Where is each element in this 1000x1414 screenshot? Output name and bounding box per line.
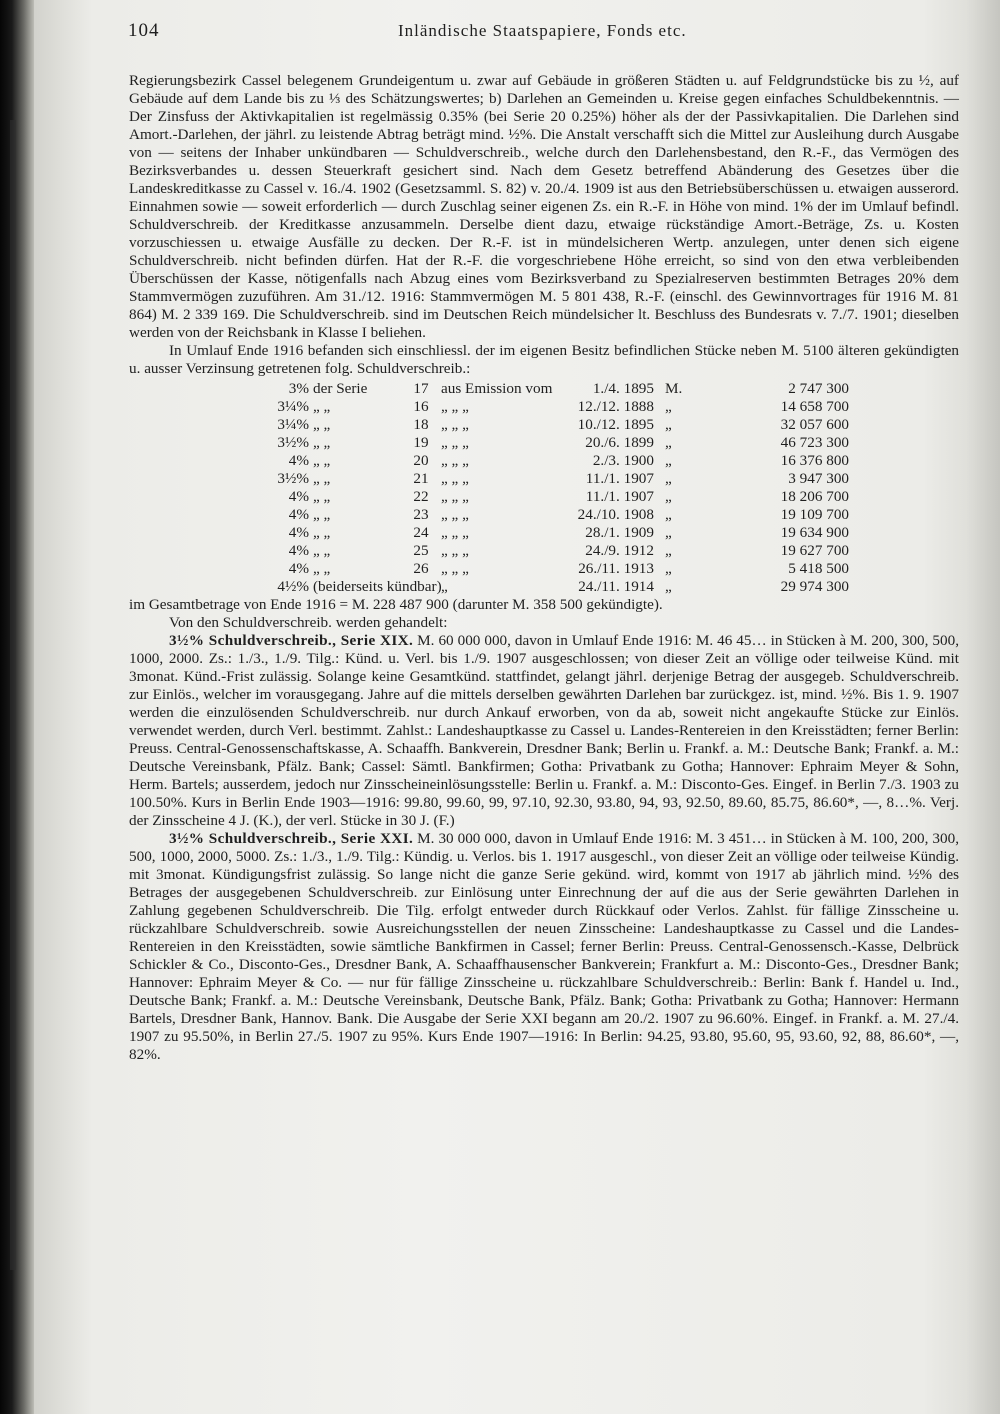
issue-amount: 5 418 500: [788, 560, 849, 577]
issue-emission-label: „: [441, 578, 448, 595]
issue-currency: „: [665, 398, 672, 415]
issue-series-number: 25: [413, 542, 429, 559]
issue-amount: 2 747 300: [788, 380, 849, 397]
issue-row: [129, 452, 959, 470]
issue-emission-label: „ „ „: [441, 452, 469, 469]
issue-amount: 19 634 900: [780, 524, 849, 541]
issue-date: 24./11. 1914: [578, 578, 654, 595]
issue-series-number: 16: [413, 398, 429, 415]
issue-rate: 3¼%: [277, 416, 309, 433]
issue-currency: „: [665, 560, 672, 577]
issue-rate: 4%: [288, 524, 309, 541]
page-edge-shadow: [966, 0, 1000, 1414]
issue-rate: 4%: [288, 506, 309, 523]
section-text-xix: M. 60 000 000, davon in Umlauf Ende 1916: M. 46 45… in Stücken à M. 200, 300, 500, 1000, 2000. Zs.: 1./3., 1./9. Tilg.: Künd. u. Verl. bis 1./9. 1907 ausgeschlossen; von dieser Zeit an völlige oder teilweise Künd. mit 3monat. Künd.-Frist zulässig. Solange keine Gesamtkünd. stattfindet, gelangt jährl. derjenige Betrag der ausgegeb. Schuldverschreib. zur Einlös., welcher im vorausgegang. Jahre auf die mittels derselben gewährten Darlehen bar zurückgez. ist, mind. ½%. Bis 1. 9. 1907 werden die einzulösenden Schuldverschreib. nur durch Ankauf erworben, von da ab, soweit nicht angekaufte Stücke zur Einlös. verwendet werden, durch Verl. bestimmt. Zahlst.: Landeshauptkasse zu Cassel u. Landes-Rentereien in den Kreisstädten; ferner Berlin: Preuss. Central-Genossenschaftskasse, A. Schaaffh. Bankverein, Dresdner Bank; Berlin u. Frankf. a. M.: Deutsche Bank; Frankf. a. M.: Deutsche Vereinsbank, Pfälz. Bank; Cassel: Sämtl. Bankfirmen; Gotha: Privatbank zu Gotha; Hannover: Ephraim Meyer & Sohn, Herm. Bartels; ausserdem, jedoch nur Zinsscheineinlösungsstelle: Berlin u. Frankf. a. M.: Disconto-Ges. Eingef. in Berlin 7./3. 1903 zu 100.50%. Kurs in Berlin Ende 1903—1916: 99.80, 99.60, 99, 97.10, 92.30, 93.80, 94, 93, 92.50, 89.60, 85.75, 86.60*, —, 8…%. Verj. der Zinsscheine 4 J. (K.), der verl. Stücke in 30 J. (F.): [129, 632, 959, 829]
issue-row: [129, 542, 959, 560]
issue-emission-label: „ „ „: [441, 524, 469, 541]
issue-series-number: 26: [413, 560, 429, 577]
issue-series-number: 23: [413, 506, 429, 523]
issue-series-number: 17: [413, 380, 429, 397]
issue-row: [129, 524, 959, 542]
issue-series-label: „ „: [313, 506, 331, 523]
issue-emission-label: „ „ „: [441, 398, 469, 415]
issue-date: 1./4. 1895: [592, 380, 654, 397]
issue-rate: 4%: [288, 542, 309, 559]
issue-amount: 46 723 300: [780, 434, 849, 451]
issue-row: [129, 470, 959, 488]
issue-row: [129, 488, 959, 506]
issue-date: 11./1. 1907: [585, 488, 654, 505]
issue-series-number: 24: [413, 524, 429, 541]
issue-date: 12./12. 1888: [577, 398, 654, 415]
issue-emission-label: „ „ „: [441, 542, 469, 559]
issue-currency: „: [665, 434, 672, 451]
issue-currency: „: [665, 578, 672, 595]
page-header: [128, 20, 960, 44]
paragraph-circulation: In Umlauf Ende 1916 befanden sich einschliessl. der im eigenen Besitz befindlichen Stücke neben M. 5100 älteren gekündigten u. ausser Verzinsung getretenen folg. Schuldverschreib.:: [129, 342, 959, 377]
issue-amount: 16 376 800: [780, 452, 849, 469]
issue-currency: „: [665, 416, 672, 433]
issue-currency: „: [665, 452, 672, 469]
issue-row: [129, 398, 959, 416]
issue-currency: „: [665, 524, 672, 541]
issue-date: 24./9. 1912: [585, 542, 654, 559]
issue-date: 28./1. 1909: [585, 524, 654, 541]
issue-row: [129, 578, 959, 596]
issue-series-number: 19: [413, 434, 429, 451]
issue-series-number: 21: [413, 470, 429, 487]
issue-date: 26./11. 1913: [578, 560, 654, 577]
issue-row: [129, 506, 959, 524]
issue-date: 24./10. 1908: [577, 506, 654, 523]
issue-currency: „: [665, 506, 672, 523]
issue-series-label: „ „: [313, 416, 331, 433]
issue-amount: 19 109 700: [780, 506, 849, 523]
issue-currency: „: [665, 470, 672, 487]
issue-emission-label: „ „ „: [441, 470, 469, 487]
issue-row: [129, 380, 959, 398]
issue-rate: 4%: [288, 488, 309, 505]
issue-currency: M.: [665, 380, 683, 397]
section-heading-xxi: 3½% Schuldverschreib., Serie XXI.: [169, 830, 414, 847]
issue-rate: 3%: [288, 380, 309, 397]
issue-series-label: „ „: [313, 542, 331, 559]
issue-emission-label: „ „ „: [441, 560, 469, 577]
page-number: 104: [128, 20, 160, 41]
issue-series-number: 22: [413, 488, 429, 505]
issue-rate: 3½%: [277, 434, 309, 451]
issue-row: [129, 434, 959, 452]
issue-amount: 18 206 700: [780, 488, 849, 505]
book-binding-gutter: [0, 0, 34, 1414]
section-text-xxi: M. 30 000 000, davon in Umlauf Ende 1916: M. 3 451… in Stücken à M. 100, 200, 300, 500, 1000, 2000, 5000. Zs.: 1./3., 1./9. Tilg.: Kündig. u. Verlos. bis 1. 1917 ausgeschl., von dieser Zeit an völlige oder teilweise Kündig. mit 3monat. Kündigungsfrist zulässig. So lange nicht die ganze Serie gekünd. wird, kommt von 1917 ab jährlich mind. ½% des Betrages der ausgegebenen Schuldverschreib. zur Einlösung unter Einrechnung der auf die aus der Serie gewährten Darlehen in Zahlung gegebenen Schuldverschreib. Die Tilg. erfolgt entweder durch Rückkauf oder Verlos. Zahlst. für fällige Zinsscheine u. rückzahlbare Schuldverschreib. sowie Ausreichungsstellen der neuen Zinsscheine: Landeshauptkasse zu Cassel und die Landes-Rentereien in den Kreisstädten, sowie sämtliche Bankfirmen in Cassel; ferner Berlin: Preuss. Central-Genossensch.-Kasse, Delbrück Schickler & Co., Disconto-Ges., Dresdner Bank, A. Schaaffhausenscher Bankverein; Frankfurt a. M.: Disconto-Ges., Dresdner Bank; Hannover: Ephraim Meyer & Co. — nur für fällige Zinsscheine u. rückzahlbare Schuldverschreib.: Berlin: Bank f. Handel u. Ind., Deutsche Bank; Frankf. a. M.: Deutsche Vereinsbank, Deutsche Bank, Pfälz. Bank; Gotha: Privatbank zu Gotha; Hannover: Hermann Bartels, Dresdner Bank, Hannov. Bank. Die Ausgabe der Serie XXI begann am 20./2. 1907 zu 96.60%. Eingef. in Frankf. a. M. 27./4. 1907 zu 95.50%, in Berlin 27./5. 1907 zu 95%. Kurs Ende 1907—1916: In Berlin: 94.25, 93.80, 95.60, 95, 93.60, 92, 88, 86.60*, —, 82%.: [129, 830, 959, 1063]
issue-row: [129, 416, 959, 434]
issue-series-label: „ „: [313, 434, 331, 451]
binding-strip: [10, 120, 16, 1270]
issue-amount: 3 947 300: [788, 470, 849, 487]
issue-series-label: der Serie: [313, 380, 368, 397]
issue-emission-label: aus Emission vom: [441, 380, 553, 397]
section-serie-xxi: [129, 830, 959, 1064]
issue-series-label: (beiderseits kündbar): [313, 578, 442, 595]
issue-emission-label: „ „ „: [441, 434, 469, 451]
issue-series-label: „ „: [313, 452, 331, 469]
issue-amount: 32 057 600: [780, 416, 849, 433]
issue-rate: 4%: [288, 452, 309, 469]
issue-date: 11./1. 1907: [585, 470, 654, 487]
issue-series-label: „ „: [313, 470, 331, 487]
subsection-intro: Von den Schuldverschreib. werden gehandelt:: [169, 614, 448, 631]
issue-series-label: „ „: [313, 488, 331, 505]
issue-date: 20./6. 1899: [585, 434, 654, 451]
issue-amount: 19 627 700: [780, 542, 849, 559]
issue-currency: „: [665, 542, 672, 559]
issue-date: 2./3. 1900: [592, 452, 654, 469]
issue-emission-label: „ „ „: [441, 506, 469, 523]
issue-series-label: „ „: [313, 398, 331, 415]
section-heading-xix: 3½% Schuldverschreib., Serie XIX.: [169, 632, 414, 649]
issue-date: 10./12. 1895: [577, 416, 654, 433]
issue-rate: 4%: [288, 560, 309, 577]
issue-series-label: „ „: [313, 560, 331, 577]
total-line: im Gesamtbetrage von Ende 1916 = M. 228 487 900 (darunter M. 358 500 gekündigte).: [129, 596, 663, 613]
section-serie-xix: [129, 632, 959, 830]
issue-series-number: 20: [413, 452, 429, 469]
issue-row: [129, 560, 959, 578]
issue-amount: 29 974 300: [780, 578, 849, 595]
paragraph-landeskreditkasse: Regierungsbezirk Cassel belegenem Grundeigentum u. zwar auf Gebäude in größeren Städten u. auf Feldgrundstücke bis zu ½, auf Gebäude auf dem Lande bis zu ⅓ des Schätzungswertes; b) Darlehen an Gemeinden u. Kreise gegen einfaches Schuldbekenntnis. — Der Zinsfuss der Aktivkapitalien ist regelmässig 0.35% (bei Serie 20 0.25%) höher als der der Passivkapitalien. Die Darlehen sind Amort.-Darlehen, der jährl. zu leistende Abtrag beträgt mind. ½%. Die Anstalt verschafft sich die Mittel zur Ausleihung durch Ausgabe von — seitens der Inhaber unkündbaren — Schuldverschreib., welche durch den Darlehensbestand, den R.-F., das Vermögen des Bezirksverbandes u. dessen Steuerkraft gesichert sind. Nach dem Gesetz betreffend Abänderung des Gesetzes über die Landeskreditkasse zu Cassel v. 16./4. 1902 (Gesetzsamml. S. 82) v. 20./4. 1909 ist aus den Betriebsüberschüssen u. etwaigen ausserord. Einnahmen sowie — soweit erforderlich — durch Zuschlag seiner eigenen Zs. ein R.-F. in Höhe von mind. 1% der im Umlauf befindl. Schuldverschreib. der Kreditkasse anzusammeln. Derselbe dient dazu, etwaige rückständige Amort.-Beträge, Zs. u. Kosten vorzuschiessen u. etwaige Ausfälle zu decken. Der R.-F. ist in mündelsicheren Wertp. anzulegen, unter denen sich eigene Schuldverschreib. nicht befinden dürfen. Hat der R.-F. die vorgeschriebene Höhe erreicht, so sind von den etwa verbleibenden Überschüssen der Kasse, nötigenfalls nach Abzug eines vom Bezirksverband zu Spezialreserven bestimmten Betrages 20% dem Stammvermögen zuzuführen. Am 31./12. 1916: Stammvermögen M. 5 801 438, R.-F. (einschl. des Gewinnvortrages für 1916 M. 81 864) M. 2 339 169. Die Schuldverschreib. sind im Deutschen Reich mündelsicher lt. Beschluss des Bundesrats v. 7./7. 1901; dieselben werden von der Reichsbank in Klasse I beliehen.: [129, 72, 959, 341]
page-body: [129, 72, 959, 1064]
issue-series-number: 18: [413, 416, 429, 433]
issue-rate: 4½%: [277, 578, 309, 595]
issue-currency: „: [665, 488, 672, 505]
issue-rate: 3½%: [277, 470, 309, 487]
issues-table: [129, 380, 959, 596]
issue-emission-label: „ „ „: [441, 416, 469, 433]
issue-amount: 14 658 700: [780, 398, 849, 415]
issue-series-label: „ „: [313, 524, 331, 541]
issue-rate: 3¼%: [277, 398, 309, 415]
running-title: Inländische Staatspapiere, Fonds etc.: [398, 21, 687, 40]
issue-emission-label: „ „ „: [441, 488, 469, 505]
